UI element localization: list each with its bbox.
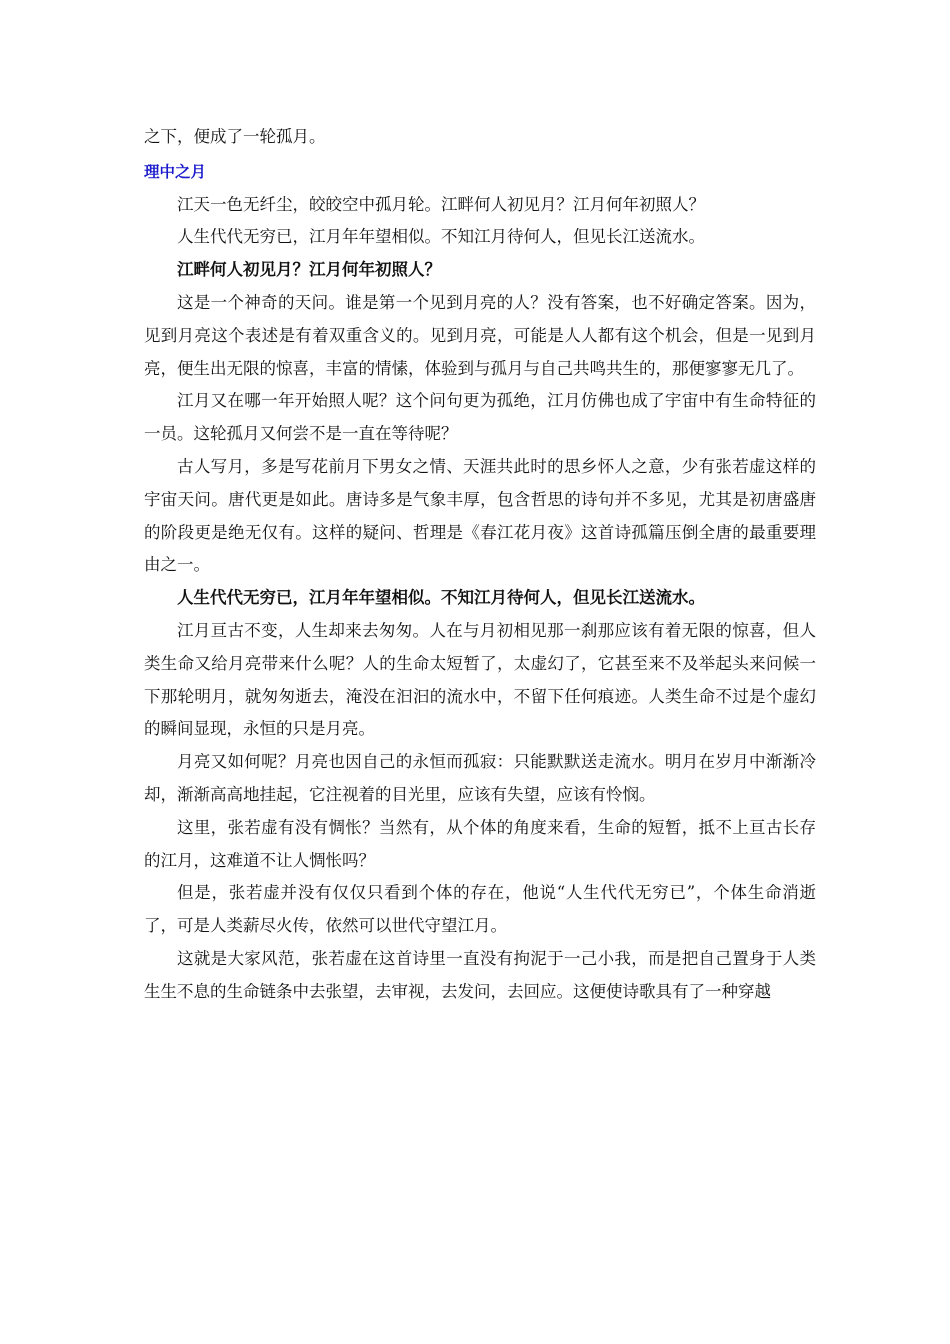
paragraph: 江月又在哪一年开始照人呢？这个问句更为孤绝，江月仿佛也成了宇宙中有生命特征的一员。这轮孤月又何尝不是一直在等待呢？ (144, 391, 816, 444)
paragraph: 这就是大家风范，张若虚在这首诗里一直没有拘泥于一己小我，而是把自己置身于人类生生不息的生命链条中去张望，去审视，去发问，去回应。这便使诗歌具有了一种穿越 (144, 948, 816, 1001)
paragraph: 但是，张若虚并没有仅仅只看到个体的存在，他说“人生代代无穷已”，个体生命消逝了，可是人类薪尽火传，依然可以世代守望江月。 (144, 883, 816, 936)
paragraph: 这是一个神奇的天问。谁是第一个见到月亮的人？没有答案，也不好确定答案。因为，见到月亮这个表述是有着双重含义的。见到月亮，可能是人人都有这个机会，但是一见到月亮，便生出无限的惊喜，丰富的情愫，体验到与孤月与自己共鸣共生的，那便寥寥无几了。 (144, 292, 816, 378)
paragraph: 江月亘古不变，人生却来去匆匆。人在与月初相见那一刹那应该有着无限的惊喜，但人类生命又给月亮带来什么呢？人的生命太短暂了，太虚幻了，它甚至来不及举起头来问候一下那轮明月，就匆匆逝去，淹没在汩汩的流水中，不留下任何痕迹。人类生命不过是个虚幻的瞬间显现，永恒的只是月亮。 (144, 620, 816, 739)
section-heading: 理中之月 (144, 162, 207, 181)
quote-heading: 江畔何人初见月？江月何年初照人？ (177, 260, 441, 280)
paragraph: 古人写月，多是写花前月下男女之情、天涯共此时的思乡怀人之意，少有张若虚这样的宇宙天问。唐代更是如此。唐诗多是气象丰厚，包含哲思的诗句并不多见，尤其是初唐盛唐的阶段更是绝无仅有。这样的疑问、哲理是《春江花月夜》这首诗孤篇压倒全唐的最重要理由之一。 (144, 456, 816, 575)
paragraph: 月亮又如何呢？月亮也因自己的永恒而孤寂：只能默默送走流水。明月在岁月中渐渐冷却，渐渐高高地挂起，它注视着的目光里，应该有失望，应该有怜悯。 (144, 752, 816, 804)
quote-heading: 人生代代无穷已，江月年年望相似。不知江月待何人，但见长江送流水。 (177, 588, 705, 608)
paragraph: 这里，张若虚有没有惆怅？当然有，从个体的角度来看，生命的短暂，抵不上亘古长存的江月，这难道不让人惆怅吗？ (144, 817, 816, 870)
opening-line: 之下，便成了一轮孤月。 (144, 127, 326, 146)
poem-line: 人生代代无穷已，江月年年望相似。不知江月待何人，但见长江送流水。 (177, 227, 705, 247)
document-body (144, 121, 816, 1009)
poem-line: 江天一色无纤尘，皎皎空中孤月轮。江畔何人初见月？江月何年初照人？ (177, 194, 705, 214)
